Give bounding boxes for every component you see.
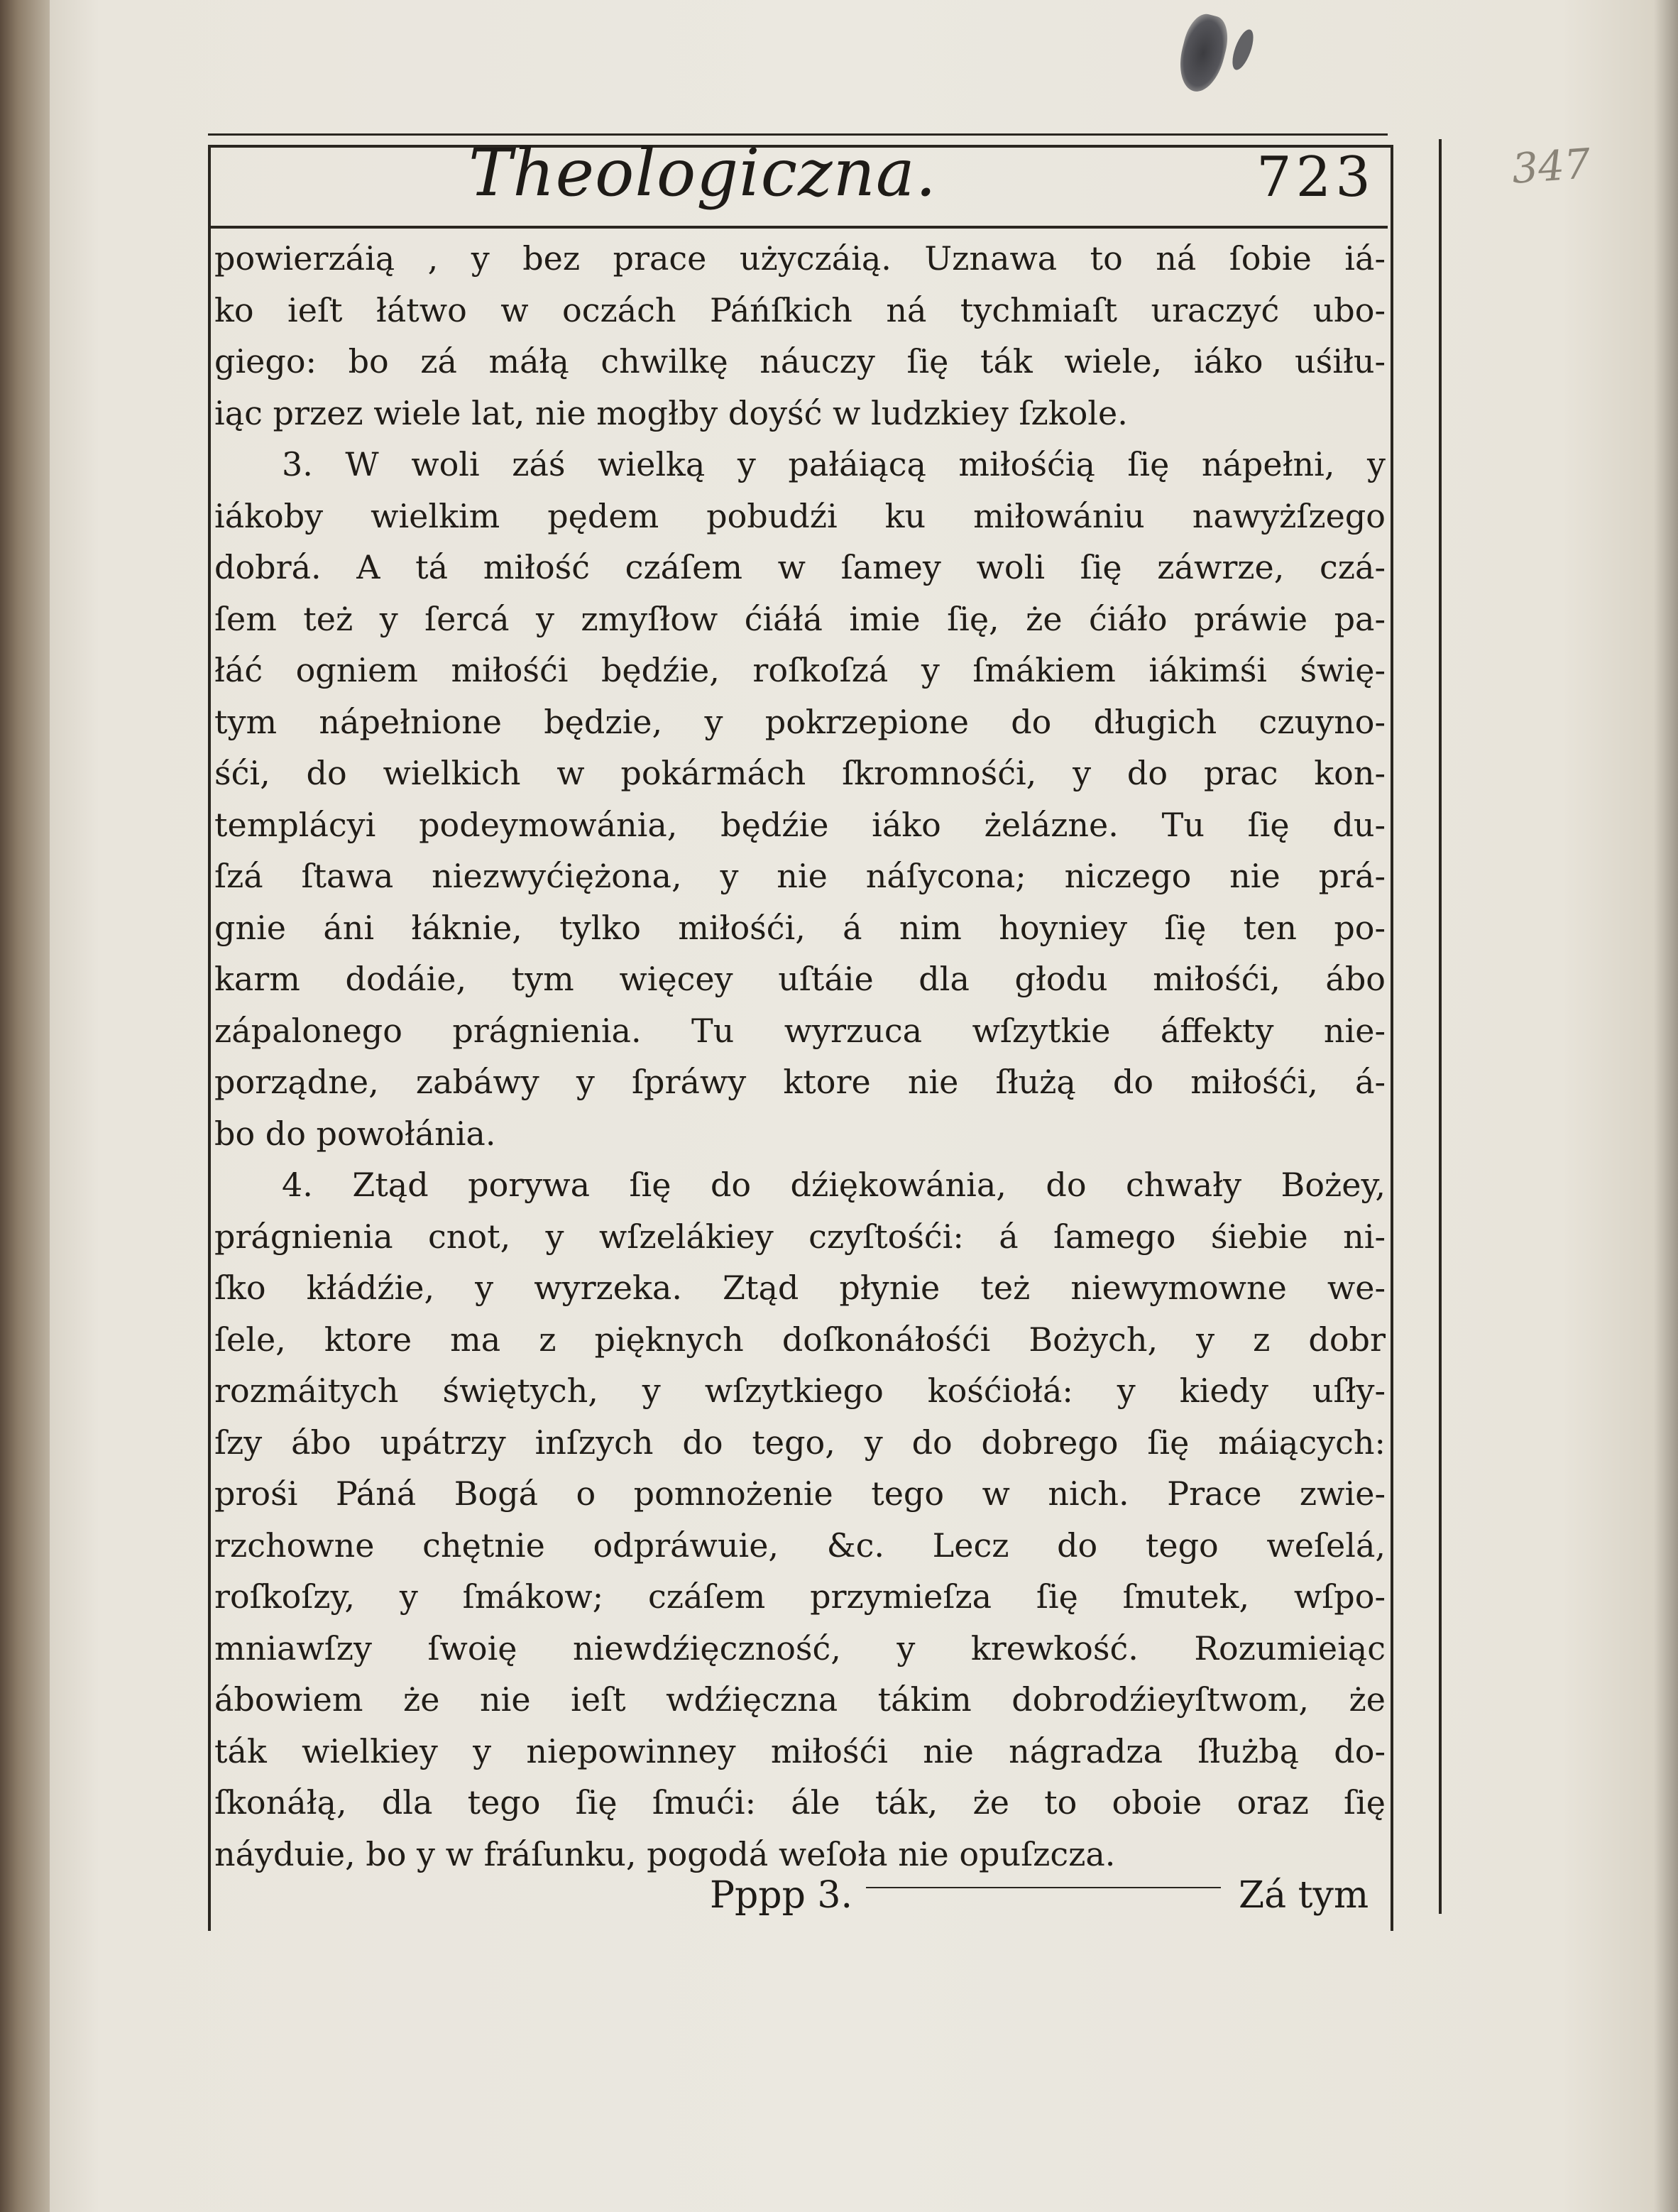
body-text	[214, 233, 1386, 1880]
text-line: ſele, ktore ma z pięknych doſkonáłośći Bożych, y z dobr	[214, 1320, 1386, 1359]
text-line: náyduie, bo y w fráſunku, pogodá weſoła nie opuſzcza.	[214, 1834, 1116, 1873]
handwritten-folio-number: 347	[1510, 139, 1592, 193]
text-line: tym nápełnione będzie, y pokrzepione do długich czuyno-	[214, 702, 1386, 741]
ink-stain-small	[1228, 27, 1257, 72]
text-line: rzchowne chętnie odpráwuie, &c. Lecz do tego weſelá,	[214, 1526, 1386, 1565]
text-line: ábowiem że nie ieſt wdźięczna tákim dobrodźieyſtwom, że	[214, 1680, 1386, 1719]
text-line: rozmáitych świętych, y wſzytkiego kośćiołá: y kiedy uſły-	[214, 1371, 1386, 1410]
text-line: ſkonáłą, dla tego ſię ſmući: ále ták, że to oboie oraz ſię	[214, 1783, 1386, 1822]
text-line: 4. Ztąd porywa ſię do dźiękowánia, do chwały Bożey,	[282, 1166, 1386, 1204]
ink-stain	[1173, 10, 1234, 96]
text-line: ſem też y ſercá y zmyſłow ćiáłá imie ſię, że ćiáło práwie pa-	[214, 599, 1386, 638]
text-line: prośi Páná Bogá o pomnożenie tego w nich. Prace zwie-	[214, 1474, 1386, 1513]
frame-outer-right-rule	[1439, 139, 1442, 1914]
running-head: Theologiczna.	[468, 135, 937, 211]
header-rule	[208, 226, 1388, 229]
text-line: porządne, zabáwy y ſpráwy ktore nie ſłużą do miłośći, á-	[214, 1063, 1386, 1101]
text-line: zápalonego prágnienia. Tu wyrzuca wſzytkie áffekty nie-	[214, 1011, 1386, 1050]
text-line: iąc przez wiele lat, nie mogłby doyść w ludzkiey ſzkole.	[214, 393, 1128, 432]
text-line: ſko kłádźie, y wyrzeka. Ztąd płynie też niewymowne we-	[214, 1269, 1386, 1307]
catchword: Zá tym	[1239, 1874, 1369, 1917]
text-line: ko ieſt łátwo w oczách Páńſkich ná tychmiaſt uraczyć ubo-	[214, 290, 1386, 329]
text-line: ták wielkiey y niepowinney miłośći nie nágradza ſłużbą do-	[214, 1731, 1386, 1770]
text-line: bo do powołánia.	[214, 1114, 496, 1153]
text-line: powierzáią , y bez prace użyczáią. Uznawa to ná ſobie iá-	[214, 239, 1386, 278]
text-line: dobrá. A tá miłość czáſem w ſamey woli ſię záwrze, czá-	[214, 548, 1386, 586]
text-line: gnie áni łáknie, tylko miłośći, á nim hoyniey ſię ten po-	[214, 908, 1386, 947]
text-line: giego: bo zá máłą chwilkę náuczy ſię ták wiele, iáko uśiłu-	[214, 342, 1386, 380]
text-line: iákoby wielkim pędem pobudźi ku miłowániu nawyżſzego	[214, 496, 1386, 535]
text-line: prágnienia cnot, y wſzelákiey czyſtośći: á ſamego śiebie ni-	[214, 1217, 1386, 1256]
text-line: templácyi podeymowánia, będźie iáko żelázne. Tu ſię du-	[214, 805, 1386, 844]
text-line: roſkoſzy, y ſmákow; czáſem przymieſza ſię ſmutek, wſpo-	[214, 1577, 1386, 1616]
signature-mark: Pppp 3.	[710, 1874, 852, 1917]
book-binding-edge	[0, 0, 50, 2212]
text-line: mniawſzy ſwoię niewdźięczność, y krewkość. Rozumieiąc	[214, 1628, 1386, 1668]
footer-rule	[866, 1887, 1221, 1888]
text-line: śći, do wielkich w pokármách ſkromnośći, y do prac kon-	[214, 754, 1386, 792]
text-line: ſzá ſtawa niezwyćiężona, y nie náſycona; niczego nie prá-	[214, 857, 1386, 895]
text-line: 3. W woli záś wielką y pałáiącą miłośćią ſię nápełni, y	[282, 445, 1386, 483]
text-line: ſzy ábo upátrzy inſzych do tego, y do dobrego ſię máiących:	[214, 1423, 1386, 1462]
page-number: 723	[1256, 146, 1375, 209]
text-line: łáć ogniem miłośći będźie, roſkoſzá y ſmákiem iákimśi świę-	[214, 651, 1386, 689]
text-line: karm dodáie, tym więcey uſtáie dla głodu miłośći, ábo	[214, 960, 1386, 998]
